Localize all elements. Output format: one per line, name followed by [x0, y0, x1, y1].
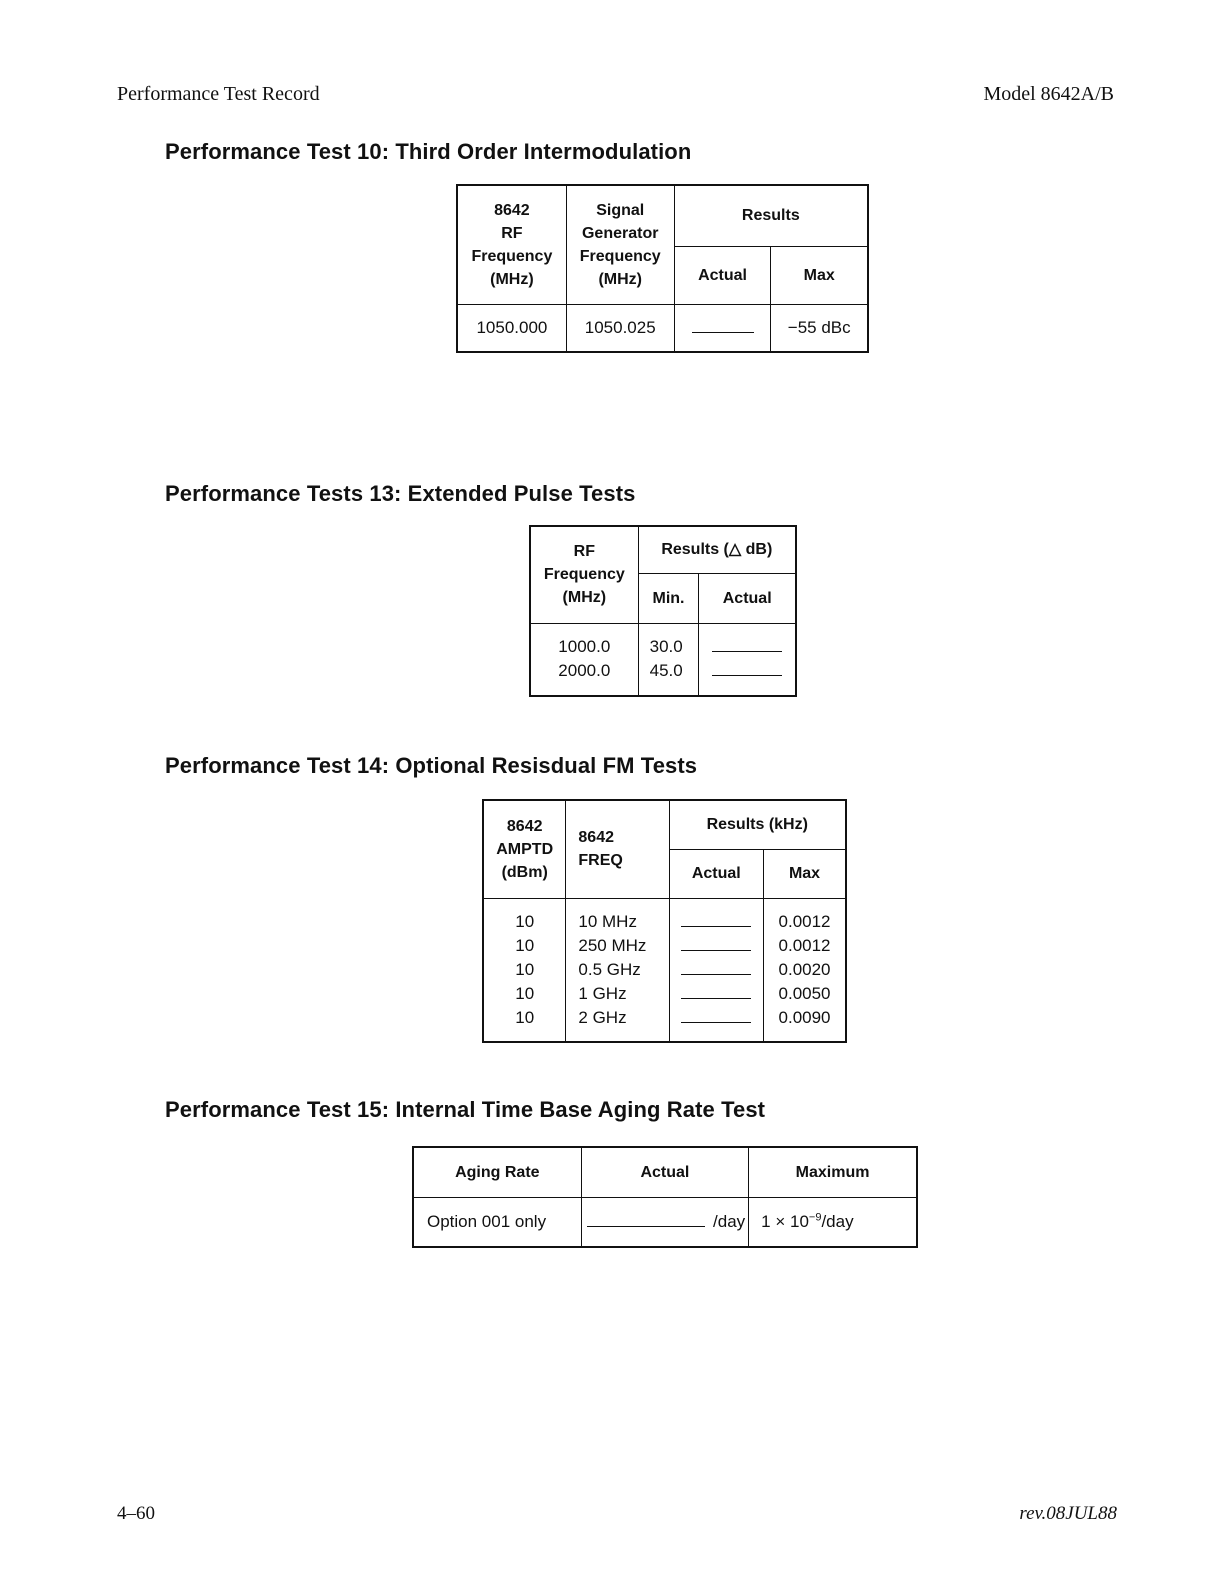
table-row: [483, 898, 846, 1042]
test10-rf-value: 1050.000: [457, 304, 566, 352]
test14-actual-blanks[interactable]: [669, 898, 764, 1042]
table-row: [413, 1197, 917, 1247]
test14-col-actual: Actual: [669, 849, 764, 898]
test10-sig-value: 1050.025: [566, 304, 674, 352]
running-header-right: Model 8642A/B: [983, 83, 1114, 105]
test15-actual-unit: /day: [713, 1211, 746, 1231]
test15-title: Performance Test 15: Internal Time Base Aging Rate Test: [165, 1097, 766, 1122]
table-row: [457, 304, 868, 352]
test13-col-min: Min.: [638, 573, 699, 623]
test15-max-value: $1 \times 10^{-9}$/day: [749, 1197, 917, 1247]
test13-col-actual: Actual: [699, 573, 796, 623]
test10-col-sig-gen-frequency: Signal Generator Frequency (MHz): [566, 185, 674, 304]
test13-title: Performance Tests 13: Extended Pulse Tests: [165, 481, 636, 506]
test10-actual-blank[interactable]: [674, 304, 771, 352]
test13-rf-values: 1000.0 2000.0: [530, 623, 638, 696]
test14-col-freq: 8642 FREQ: [566, 800, 669, 898]
page-number: 4–60: [117, 1503, 155, 1524]
revision-code: rev.08JUL88: [1019, 1503, 1117, 1524]
test15-col-maximum: Maximum: [749, 1147, 917, 1197]
test13-col-rf-frequency: RF Frequency (MHz): [530, 526, 638, 623]
test14-table: [482, 799, 847, 1043]
test14-freq-values: 10 MHz 250 MHz 0.5 GHz 1 GHz 2 GHz: [566, 898, 669, 1042]
test15-col-aging-rate: Aging Rate: [413, 1147, 581, 1197]
test10-col-actual: Actual: [674, 246, 771, 304]
test13-actual-blanks[interactable]: [699, 623, 796, 696]
test14-max-values: 0.0012 0.0012 0.0020 0.0050 0.0090: [764, 898, 846, 1042]
test15-rate-value: Option 001 only: [413, 1197, 581, 1247]
test10-table: [456, 184, 869, 353]
test14-col-amptd: 8642 AMPTD (dBm): [483, 800, 566, 898]
test15-actual-blank[interactable]: [581, 1197, 749, 1247]
test15-col-actual: Actual: [581, 1147, 749, 1197]
test10-max-value: −55 dBc: [771, 304, 868, 352]
test15-table: [412, 1146, 918, 1248]
table-row: [530, 623, 796, 696]
test14-col-max: Max: [764, 849, 846, 898]
running-header-left: Performance Test Record: [117, 83, 320, 105]
test13-col-results: Results (△ dB): [638, 526, 796, 573]
test10-col-max: Max: [771, 246, 868, 304]
test10-title: Performance Test 10: Third Order Intermodulation: [165, 139, 692, 164]
test13-min-values: 30.0 45.0: [638, 623, 699, 696]
test14-title: Performance Test 14: Optional Resisdual FM Tests: [165, 753, 698, 778]
test13-table: [529, 525, 797, 697]
test14-col-results: Results (kHz): [669, 800, 846, 849]
test10-col-results: Results: [674, 185, 868, 246]
test14-amptd-values: 10 10 10 10 10: [483, 898, 566, 1042]
test10-col-rf-frequency: 8642 RF Frequency (MHz): [457, 185, 566, 304]
